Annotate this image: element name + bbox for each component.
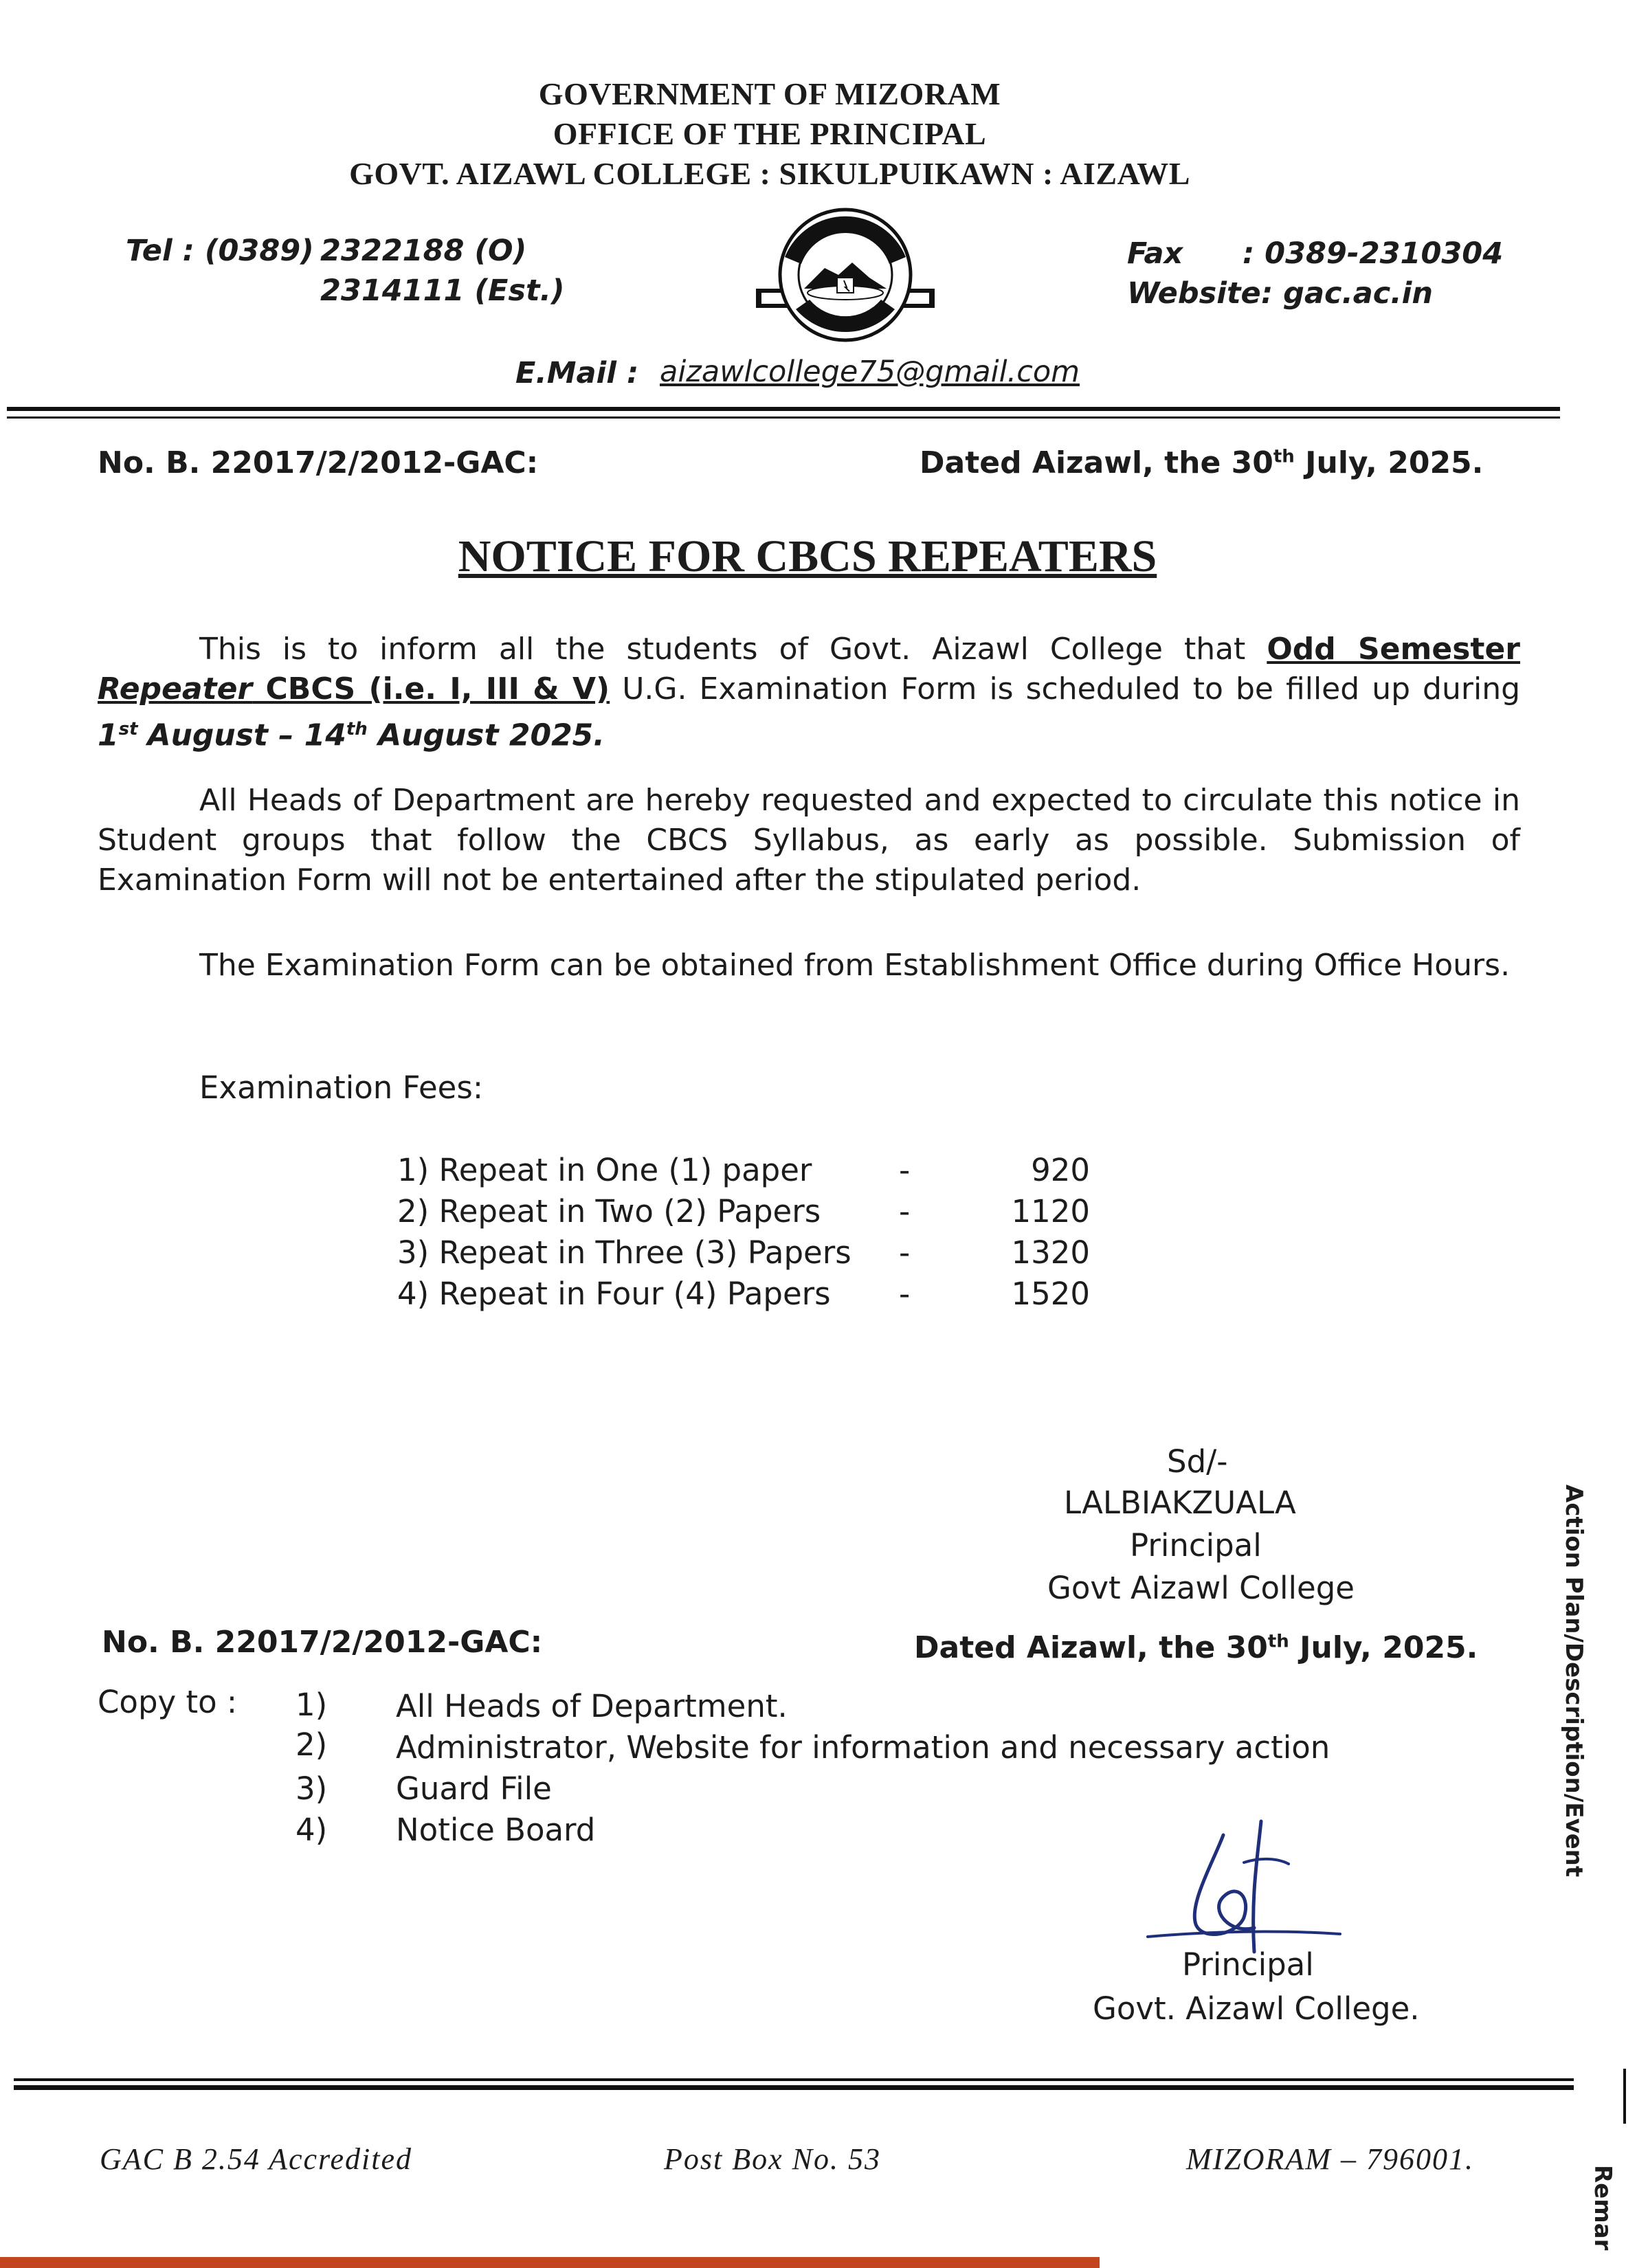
- college-heading: GOVT. AIZAWL COLLEGE : SIKULPUIKAWN : AIZAWL: [349, 156, 1190, 191]
- sign-block-college: Govt. Aizawl College.: [1093, 1990, 1420, 2027]
- header-rule-thick: [7, 407, 1560, 411]
- tel-office: 2322188 (O): [320, 234, 527, 268]
- margin-mark: [1623, 2069, 1626, 2124]
- margin-side-text-lower: Remar: [1589, 2165, 1616, 2251]
- fee-label: 1) Repeat in One (1) paper: [397, 1152, 812, 1188]
- fee-dash: -: [899, 1152, 911, 1188]
- footer-post-box: Post Box No. 53: [664, 2142, 881, 2176]
- reference-date: Dated Aizawl, the 30th July, 2025.: [920, 445, 1484, 480]
- copy-item-number: 3): [296, 1770, 328, 1807]
- website-value: : gac.ac.in: [1261, 276, 1433, 311]
- footer-accreditation: GAC B 2.54 Accredited: [100, 2142, 413, 2176]
- signatory-designation: Principal: [1130, 1527, 1262, 1564]
- copy-item-text: Administrator, Website for information and necessary action: [396, 1729, 1330, 1766]
- fax-label: Fax: [1127, 236, 1183, 271]
- reference-number: No. B. 22017/2/2012-GAC:: [98, 445, 539, 480]
- footer-pin-code: MIZORAM – 796001.: [1186, 2142, 1474, 2176]
- fee-label: 2) Repeat in Two (2) Papers: [397, 1193, 821, 1230]
- college-seal: [749, 206, 942, 344]
- fee-dash: -: [899, 1234, 911, 1271]
- header-rule-thin: [7, 416, 1560, 419]
- signatory-college: Govt Aizawl College: [1047, 1570, 1355, 1606]
- fee-dash: -: [899, 1276, 911, 1312]
- office-heading: OFFICE OF THE PRINCIPAL: [553, 116, 987, 151]
- notice-title: NOTICE FOR CBCS REPEATERS: [458, 531, 1157, 581]
- copy-item-number: 4): [296, 1812, 328, 1848]
- email-link[interactable]: aizawlcollege75@gmail.com: [660, 355, 1080, 389]
- copy-item-text: Guard File: [396, 1770, 552, 1807]
- copy-reference-date: Dated Aizawl, the 30th July, 2025.: [914, 1630, 1478, 1665]
- bottom-edge-strip: [0, 2257, 1100, 2268]
- paragraph-circulate: All Heads of Department are hereby requested and expected to circulate this notice in Student groups that follow the CBCS Syllabus, as early as possible. Submission of Examination Form will not be entertained after the stipulated period.: [98, 783, 1520, 898]
- fees-heading: Examination Fees:: [199, 1069, 483, 1106]
- footer-rule-thick: [14, 2085, 1574, 2090]
- paragraph-intro: This is to inform all the students of Govt. Aizawl College that Odd Semester Repeater CBCS (i.e. I, III & V) U.G. Examination Form is scheduled to be filled up during 1st August – 14th August 2025.: [98, 632, 1521, 753]
- copy-item-text: Notice Board: [396, 1812, 596, 1848]
- paragraph-obtain-form: The Examination Form can be obtained from Establishment Office during Office Hours.: [199, 948, 1511, 983]
- footer-rule-thin: [14, 2078, 1574, 2081]
- signature-sd: Sd/-: [1167, 1443, 1228, 1480]
- tel-label: Tel : (0389): [126, 234, 314, 268]
- fee-label: 4) Repeat in Four (4) Papers: [397, 1276, 831, 1312]
- copy-item-number: 1): [296, 1687, 328, 1723]
- copy-item-number: 2): [296, 1726, 328, 1763]
- copy-reference-number: No. B. 22017/2/2012-GAC:: [102, 1625, 543, 1660]
- fee-dash: -: [899, 1193, 911, 1230]
- fee-label: 3) Repeat in Three (3) Papers: [397, 1234, 851, 1271]
- sign-block-designation: Principal: [1182, 1946, 1314, 1983]
- signatory-name: LALBIAKZUALA: [1064, 1485, 1296, 1521]
- tel-est: 2314111 (Est.): [320, 274, 565, 308]
- copy-to-label: Copy to :: [98, 1684, 238, 1720]
- fax-value: : 0389-2310304: [1243, 236, 1504, 271]
- margin-side-text: Action Plan/Description/Event: [1560, 1485, 1588, 1878]
- govt-heading: GOVERNMENT OF MIZORAM: [538, 76, 1001, 111]
- copy-item-text: All Heads of Department.: [396, 1688, 788, 1724]
- website-label: Website: [1127, 276, 1261, 311]
- email-label: E.Mail :: [515, 356, 639, 390]
